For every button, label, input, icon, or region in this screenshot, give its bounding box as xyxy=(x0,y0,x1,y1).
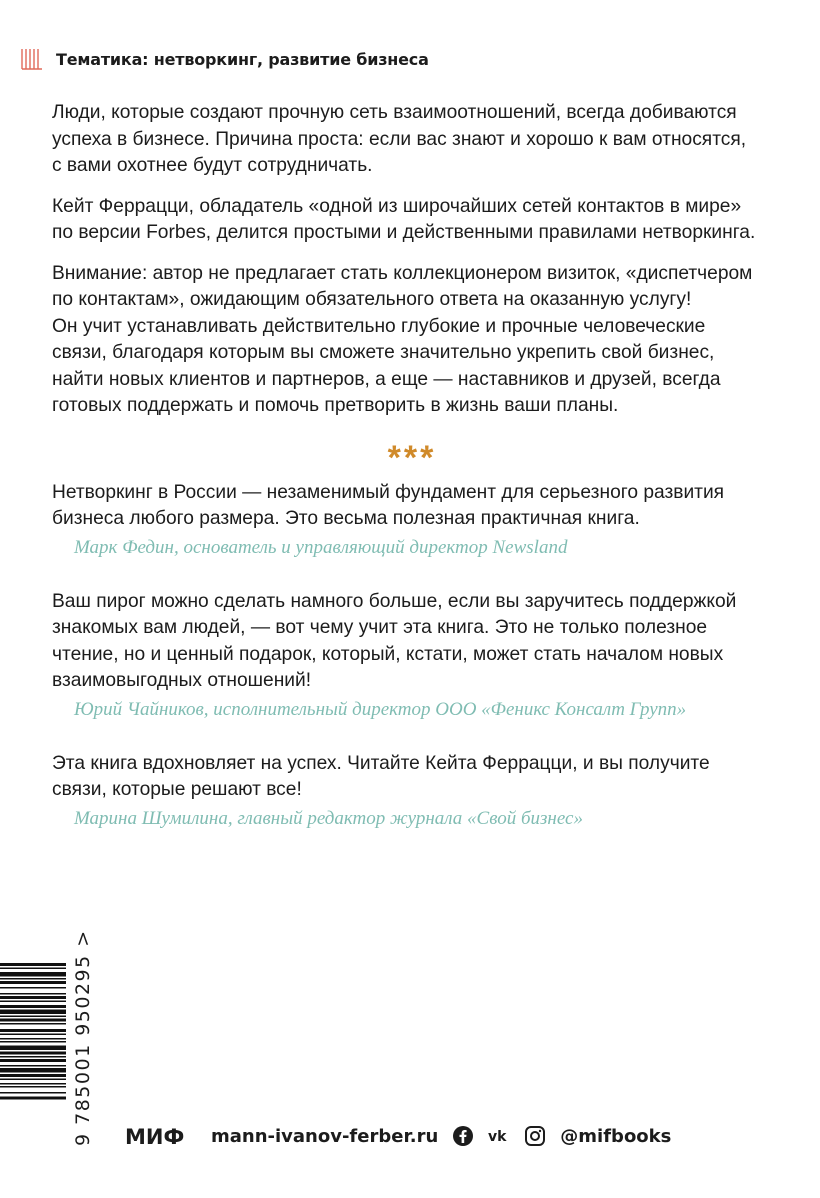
intro-section xyxy=(52,100,772,420)
text-line: связи, которые решают все! xyxy=(52,779,302,800)
text-line: Внимание: автор не предлагает стать коллекционером визиток, «диспетчером xyxy=(52,262,753,284)
text-line: по версии Forbes, делится простыми и действенными правилами нетворкинга. xyxy=(52,222,756,243)
text-line: Эта книга вдохновляет на успех. Читайте Кейта Феррацци, и вы получите xyxy=(52,752,710,774)
quote-attribution: Марк Федин, основатель и управляющий директор Newsland xyxy=(74,536,568,558)
quote-attribution: Марина Шумилина, главный редактор журнала «Свой бизнес» xyxy=(74,807,583,829)
barcode-number: 9 785001 950295 > xyxy=(72,929,94,1146)
topic-header xyxy=(20,48,429,70)
review-quote xyxy=(52,751,772,832)
text-line: успеха в бизнесе. Причина проста: если вас знают и хорошо к вам относятся, xyxy=(52,128,747,150)
text-line: Кейт Феррацци, обладатель «одной из широчайших сетей контактов в мире» xyxy=(52,195,742,217)
website-link[interactable]: mann-ivanov-ferber.ru xyxy=(211,1125,439,1147)
text-line: Ваш пирог можно сделать намного больше, если вы заручитесь поддержкой xyxy=(52,590,737,612)
brand-logo xyxy=(125,1125,199,1147)
text-line: бизнеса любого размера. Это весьма полезная практичная книга. xyxy=(52,508,640,529)
separator-stars: *** xyxy=(387,438,437,477)
text-line: Он учит устанавливать действительно глубокие и прочные человеческие xyxy=(52,315,706,337)
text-line: Люди, которые создают прочную сеть взаимоотношений, всегда добиваются xyxy=(52,102,737,123)
text-line: Нетворкинг в России — незаменимый фундамент для серьезного развития xyxy=(52,481,725,503)
vk-icon[interactable] xyxy=(488,1125,510,1147)
blurb-content xyxy=(52,100,772,860)
social-handle[interactable]: @mifbooks xyxy=(560,1125,672,1147)
text-line: найти новых клиентов и партнеров, а еще — наставников и друзей, всегда xyxy=(52,368,721,390)
quote-text xyxy=(52,480,772,533)
intro-paragraph xyxy=(52,261,772,420)
svg-text:vk: vk xyxy=(488,1129,507,1145)
review-quote xyxy=(52,480,772,561)
topic-label: Тематика: нетворкинг, развитие бизнеса xyxy=(56,49,429,69)
quote-attribution: Юрий Чайников, исполнительный директор ООО «Феникс Консалт Групп» xyxy=(74,698,687,720)
quote-text xyxy=(52,751,772,804)
review-quote xyxy=(52,589,772,723)
text-line: связи, благодаря которым вы сможете значительно укрепить свой бизнес, xyxy=(52,342,715,363)
text-line: с вами охотнее будут сотрудничать. xyxy=(52,155,373,176)
quote-text xyxy=(52,589,772,695)
intro-paragraph xyxy=(52,194,772,247)
intro-paragraph xyxy=(52,100,772,180)
book-stripes-icon xyxy=(20,48,46,70)
text-line: знакомых вам людей, — вот чему учит эта книга. Это не только полезное xyxy=(52,617,708,638)
facebook-icon[interactable] xyxy=(452,1125,474,1147)
text-line: по контактам», ожидающим обязательного ответа на оказанную услугу! xyxy=(52,289,692,310)
quotes-section xyxy=(52,480,772,832)
text-line: готовых поддержать и помочь претворить в жизнь ваши планы. xyxy=(52,395,619,416)
svg-text:МИФ: МИФ xyxy=(125,1125,185,1147)
publisher-footer xyxy=(125,1122,671,1150)
text-line: взаимовыгодных отношений! xyxy=(52,670,312,691)
text-line: чтение, но и ценный подарок, который, кстати, может стать началом новых xyxy=(52,643,724,665)
instagram-icon[interactable] xyxy=(524,1125,546,1147)
